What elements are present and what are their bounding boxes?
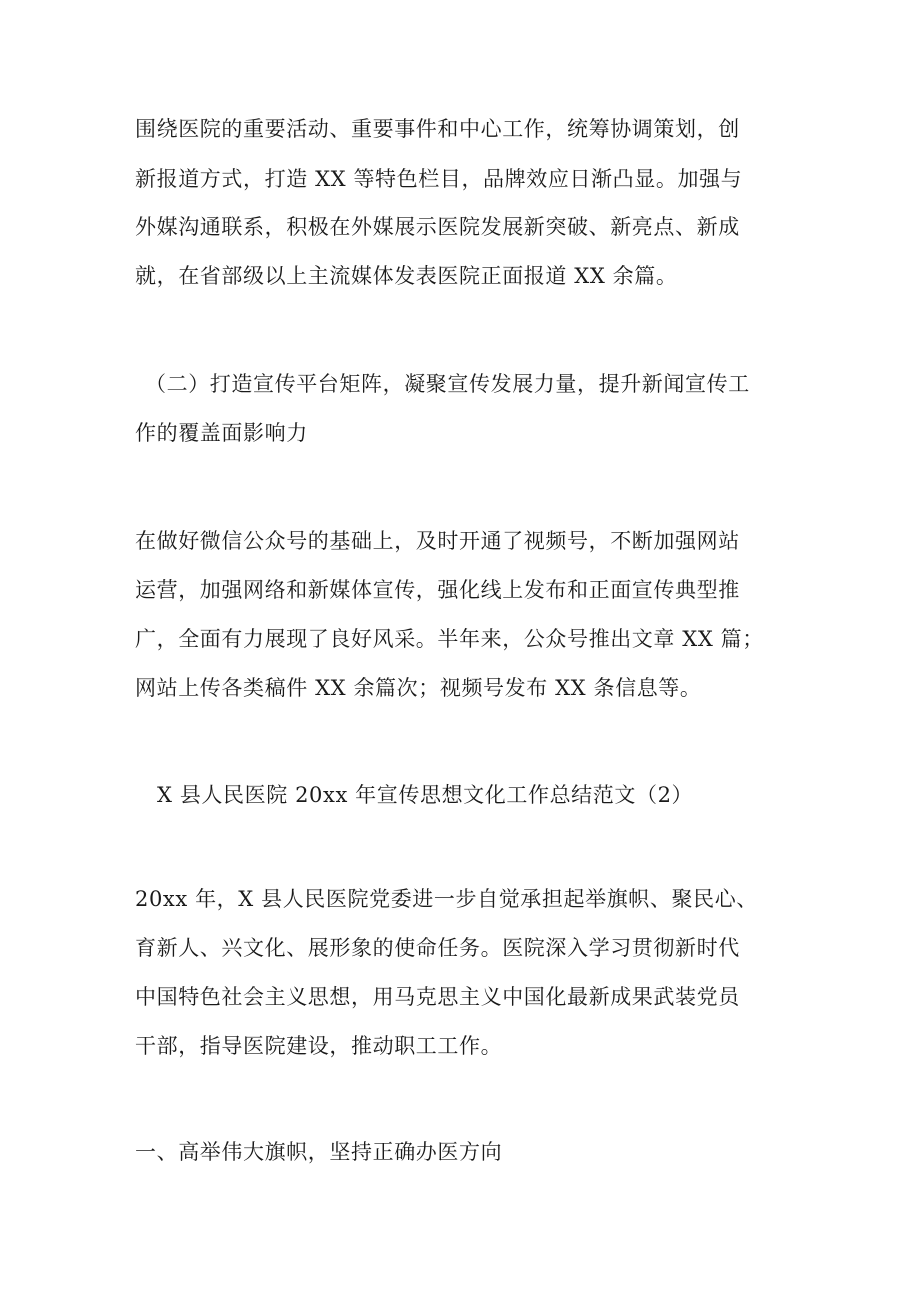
text-line: 就，在省部级以上主流媒体发表医院正面报道 XX 余篇。	[135, 264, 678, 288]
heading-line: 作的覆盖面影响力	[135, 421, 308, 445]
text-line: 运营，加强网络和新媒体宣传，强化线上发布和正面宣传典型推	[135, 578, 740, 602]
text-line: 网站上传各类稿件 XX 余篇次；视频号发布 XX 条信息等。	[135, 676, 702, 700]
text-line: 外媒沟通联系，积极在外媒展示医院发展新突破、新亮点、新成	[135, 215, 740, 239]
text-line: 育新人、兴文化、展形象的使命任务。医院深入学习贯彻新时代	[135, 936, 740, 960]
text-line: 中国特色社会主义思想，用马克思主义中国化最新成果武装党员	[135, 985, 740, 1009]
text-line: 围绕医院的重要活动、重要事件和中心工作，统筹协调策划，创	[135, 117, 740, 141]
text-line: 广，全面有力展现了良好风采。半年来，公众号推出文章 XX 篇；	[135, 627, 764, 651]
text-line: 在做好微信公众号的基础上，及时开通了视频号，不断加强网站	[135, 529, 740, 553]
document-title: X 县人民医院 20xx 年宣传思想文化工作总结范文（2）	[157, 783, 694, 807]
section-heading-one: 一、高举伟大旗帜，坚持正确办医方向	[135, 1140, 503, 1164]
heading-line: （二）打造宣传平台矩阵，凝聚宣传发展力量，提升新闻宣传工	[145, 372, 750, 396]
text-line: 20xx 年，X 县人民医院党委进一步自觉承担起举旗帜、聚民心、	[135, 887, 758, 911]
text-line: 干部，指导医院建设，推动职工工作。	[135, 1034, 503, 1058]
text-line: 新报道方式，打造 XX 等特色栏目，品牌效应日渐凸显。加强与	[135, 167, 743, 191]
